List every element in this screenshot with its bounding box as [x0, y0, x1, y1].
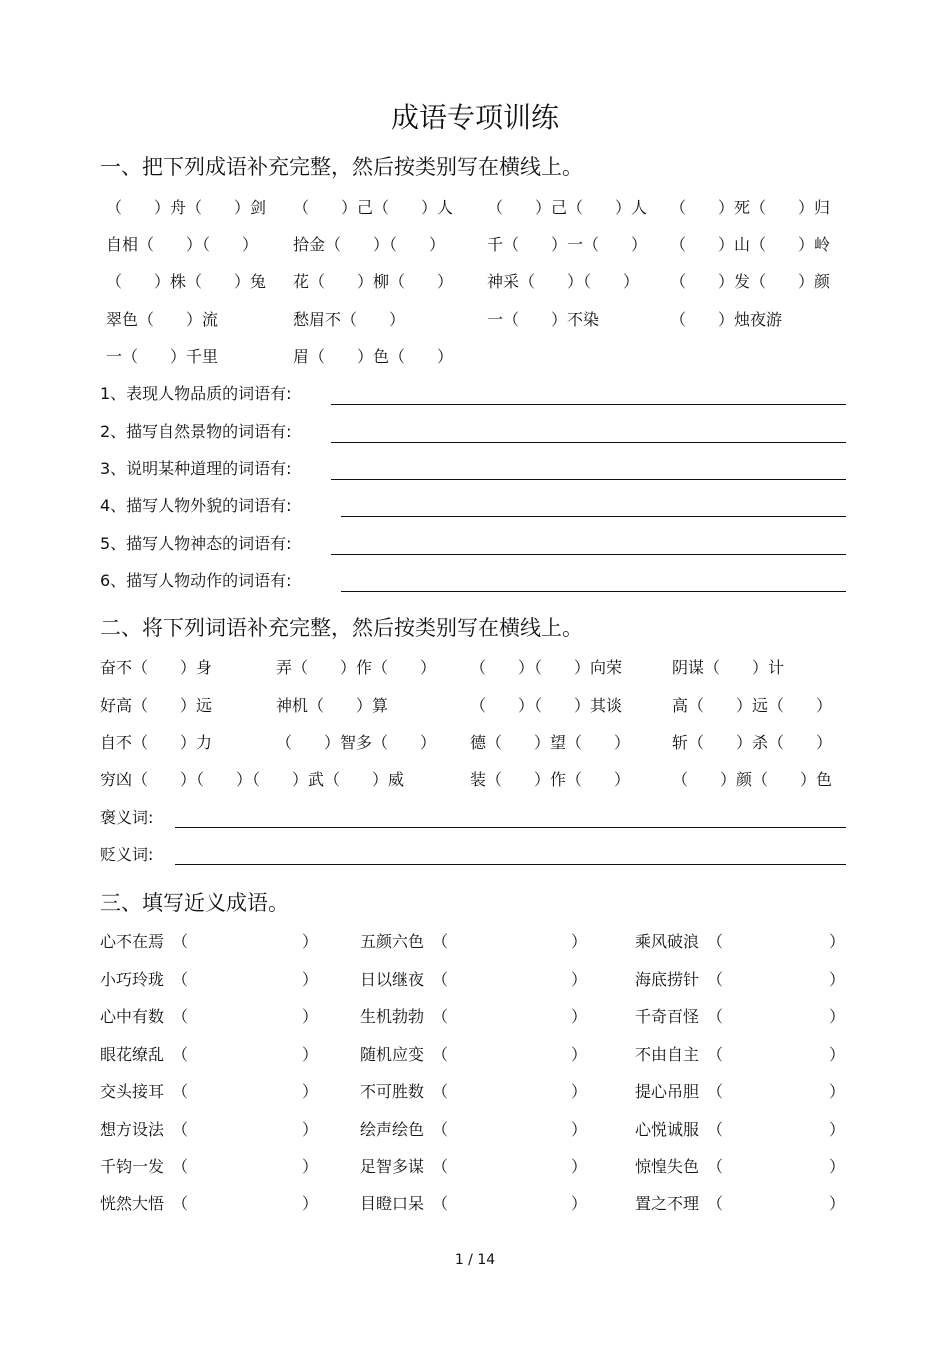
idiom-blank: 阴谋（ ）计: [672, 658, 785, 677]
paren-open: （: [432, 1082, 449, 1101]
paren-open: （: [432, 1007, 449, 1026]
page-title: 成语专项训练: [390, 101, 559, 134]
paren-open: （: [432, 932, 449, 951]
answer-line[interactable]: [175, 827, 846, 828]
idiom-blank: （ ）己（ ）人: [293, 198, 454, 217]
category-label: 3、说明某种道理的词语有:: [100, 459, 292, 478]
idiom-blank: 一（ ）千里: [106, 347, 219, 366]
category-label: 贬义词:: [100, 845, 154, 864]
paren-close: ）: [829, 970, 846, 989]
paren-open: （: [172, 970, 189, 989]
idiom-blank: （ ）发（ ）颜: [670, 272, 831, 291]
section2-heading: 二、将下列词语补充完整，然后按类别写在横线上。: [100, 616, 583, 640]
paren-close: ）: [302, 1120, 319, 1139]
synonym-idiom: 恍然大悟: [100, 1194, 165, 1213]
paren-open: （: [172, 1194, 189, 1213]
paren-open: （: [432, 1045, 449, 1064]
idiom-blank: （ ）己（ ）人: [487, 198, 648, 217]
idiom-blank: 德（ ）望（ ）: [470, 733, 631, 752]
paren-open: （: [432, 1120, 449, 1139]
synonym-idiom: 不可胜数: [360, 1082, 425, 1101]
paren-close: ）: [571, 1007, 588, 1026]
idiom-blank: （ ）颜（ ）色: [672, 770, 833, 789]
synonym-idiom: 心悦诚服: [635, 1120, 700, 1139]
paren-open: （: [432, 1157, 449, 1176]
paren-open: （: [707, 932, 724, 951]
idiom-blank: 弄（ ）作（ ）: [276, 658, 437, 677]
paren-open: （: [432, 970, 449, 989]
paren-open: （: [432, 1194, 449, 1213]
synonym-idiom: 目瞪口呆: [360, 1194, 425, 1213]
paren-close: ）: [302, 1045, 319, 1064]
idiom-blank: 自不（ ）力: [100, 733, 213, 752]
idiom-blank: 神机（ ）算: [276, 696, 389, 715]
paren-close: ）: [829, 932, 846, 951]
idiom-blank: （ ）（ ）向荣: [470, 658, 623, 677]
paren-close: ）: [829, 1120, 846, 1139]
idiom-blank: 一（ ）不染: [487, 310, 600, 329]
answer-line[interactable]: [175, 864, 846, 865]
idiom-blank: 自相（ ）（ ）: [106, 235, 259, 254]
paren-open: （: [707, 1157, 724, 1176]
paren-close: ）: [829, 1194, 846, 1213]
paren-open: （: [172, 1045, 189, 1064]
synonym-idiom: 生机勃勃: [360, 1007, 425, 1026]
paren-open: （: [172, 1082, 189, 1101]
category-label: 4、描写人物外貌的词语有:: [100, 496, 292, 515]
idiom-blank: 穷凶（ ）（ ）（ ）武（ ）威: [100, 770, 405, 789]
synonym-idiom: 小巧玲珑: [100, 970, 165, 989]
paren-close: ）: [829, 1082, 846, 1101]
synonym-idiom: 绘声绘色: [360, 1120, 425, 1139]
idiom-blank: 奋不（ ）身: [100, 658, 213, 677]
synonym-idiom: 日以继夜: [360, 970, 425, 989]
paren-close: ）: [829, 1157, 846, 1176]
idiom-blank: （ ）株（ ）兔: [106, 272, 267, 291]
paren-open: （: [172, 1007, 189, 1026]
paren-close: ）: [302, 1194, 319, 1213]
category-label: 1、表现人物品质的词语有:: [100, 384, 292, 403]
idiom-blank: 装（ ）作（ ）: [470, 770, 631, 789]
synonym-idiom: 眼花缭乱: [100, 1045, 165, 1064]
paren-close: ）: [302, 932, 319, 951]
category-label: 5、描写人物神态的词语有:: [100, 534, 292, 553]
idiom-blank: 花（ ）柳（ ）: [293, 272, 454, 291]
paren-close: ）: [571, 1194, 588, 1213]
idiom-blank: 斩（ ）杀（ ）: [672, 733, 833, 752]
paren-open: （: [707, 1007, 724, 1026]
section3-heading: 三、填写近义成语。: [100, 891, 289, 915]
paren-close: ）: [571, 1082, 588, 1101]
synonym-idiom: 心不在焉: [100, 932, 165, 951]
paren-close: ）: [571, 1045, 588, 1064]
paren-close: ）: [571, 1120, 588, 1139]
category-label: 褒义词:: [100, 808, 154, 827]
answer-line[interactable]: [331, 442, 846, 443]
idiom-blank: （ ）舟（ ）剑: [106, 198, 267, 217]
answer-line[interactable]: [331, 554, 846, 555]
paren-close: ）: [829, 1045, 846, 1064]
category-label: 6、描写人物动作的词语有:: [100, 571, 292, 590]
idiom-blank: 高（ ）远（ ）: [672, 696, 833, 715]
answer-line[interactable]: [331, 404, 846, 405]
answer-line[interactable]: [331, 479, 846, 480]
synonym-idiom: 提心吊胆: [635, 1082, 700, 1101]
idiom-blank: 愁眉不（ ）: [293, 310, 406, 329]
paren-open: （: [707, 970, 724, 989]
paren-close: ）: [571, 970, 588, 989]
answer-line[interactable]: [341, 591, 846, 592]
synonym-idiom: 随机应变: [360, 1045, 425, 1064]
idiom-blank: （ ）山（ ）岭: [670, 235, 831, 254]
idiom-blank: 千（ ）一（ ）: [487, 235, 648, 254]
section1-heading: 一、把下列成语补充完整，然后按类别写在横线上。: [100, 155, 583, 179]
paren-close: ）: [829, 1007, 846, 1026]
synonym-idiom: 心中有数: [100, 1007, 165, 1026]
idiom-blank: （ ）（ ）其谈: [470, 696, 623, 715]
paren-open: （: [707, 1194, 724, 1213]
paren-open: （: [172, 932, 189, 951]
idiom-blank: 眉（ ）色（ ）: [293, 347, 454, 366]
paren-close: ）: [302, 1157, 319, 1176]
paren-close: ）: [302, 970, 319, 989]
idiom-blank: 好高（ ）远: [100, 696, 213, 715]
synonym-idiom: 足智多谋: [360, 1157, 425, 1176]
page-number: 1 / 14: [454, 1252, 496, 1268]
paren-open: （: [707, 1045, 724, 1064]
paren-close: ）: [302, 1007, 319, 1026]
paren-close: ）: [302, 1082, 319, 1101]
paren-open: （: [172, 1120, 189, 1139]
idiom-blank: 神采（ ）（ ）: [487, 272, 640, 291]
synonym-idiom: 千奇百怪: [635, 1007, 700, 1026]
idiom-blank: （ ）死（ ）归: [670, 198, 831, 217]
synonym-idiom: 海底捞针: [635, 970, 700, 989]
synonym-idiom: 不由自主: [635, 1045, 700, 1064]
answer-line[interactable]: [341, 516, 846, 517]
paren-open: （: [707, 1082, 724, 1101]
synonym-idiom: 惊惶失色: [635, 1157, 700, 1176]
paren-close: ）: [571, 1157, 588, 1176]
idiom-blank: 拾金（ ）（ ）: [293, 235, 446, 254]
synonym-idiom: 乘风破浪: [635, 932, 700, 951]
synonym-idiom: 想方设法: [100, 1120, 165, 1139]
category-label: 2、描写自然景物的词语有:: [100, 422, 292, 441]
idiom-blank: （ ）智多（ ）: [276, 733, 437, 752]
synonym-idiom: 置之不理: [635, 1194, 700, 1213]
synonym-idiom: 千钧一发: [100, 1157, 165, 1176]
paren-open: （: [707, 1120, 724, 1139]
idiom-blank: 翠色（ ）流: [106, 310, 219, 329]
synonym-idiom: 交头接耳: [100, 1082, 165, 1101]
idiom-blank: （ ）烛夜游: [670, 310, 783, 329]
synonym-idiom: 五颜六色: [360, 932, 425, 951]
paren-open: （: [172, 1157, 189, 1176]
paren-close: ）: [571, 932, 588, 951]
